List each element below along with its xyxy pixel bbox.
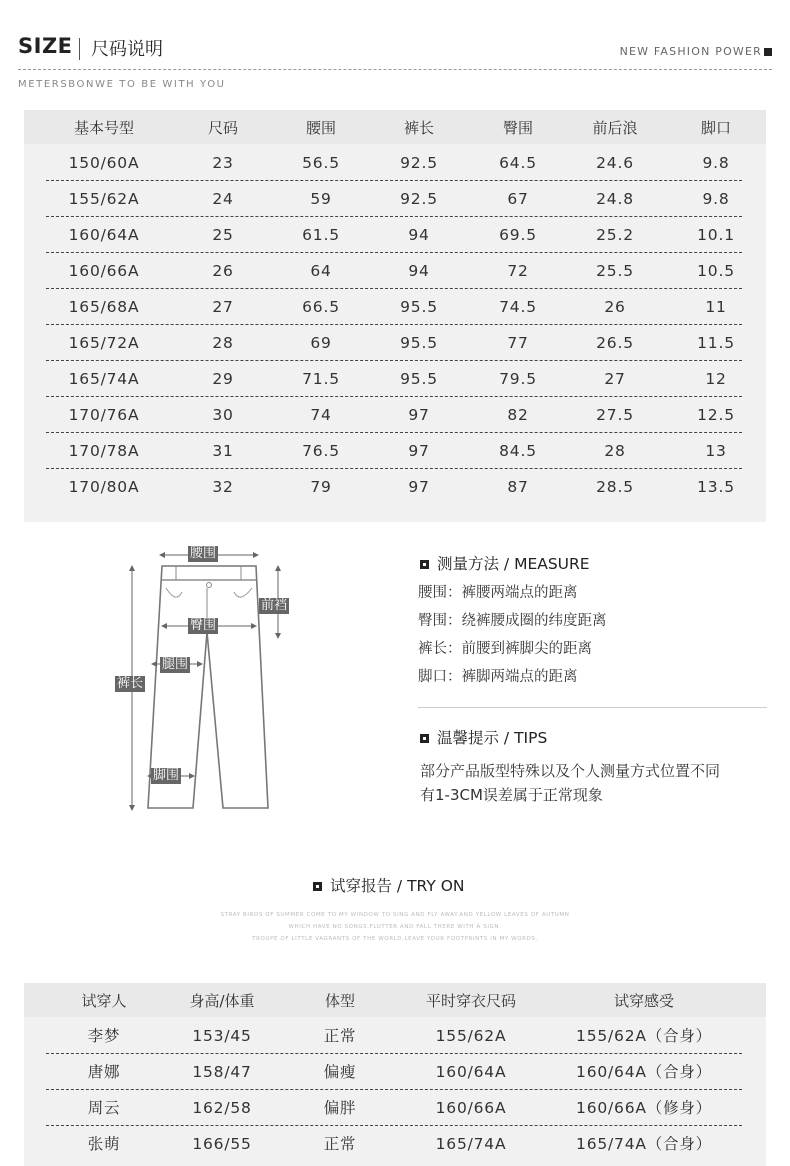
tryon-title-row: [313, 874, 465, 896]
section-divider: [418, 707, 767, 708]
table-cell: 74.5: [499, 298, 537, 316]
table-cell: 30: [212, 406, 234, 424]
table-cell: 170/78A: [68, 442, 140, 460]
table-cell: 170/76A: [68, 406, 140, 424]
size-table: [24, 110, 766, 522]
table-cell: 87: [507, 478, 529, 496]
table-cell: 周云: [87, 1099, 121, 1117]
column-header: 体型: [324, 992, 355, 1010]
table-cell: 29: [212, 370, 234, 388]
table-cell: 26.5: [596, 334, 634, 352]
tips-title: 温馨提示 / TIPS: [437, 729, 548, 747]
table-cell: 160/64A: [435, 1063, 507, 1081]
table-cell: 155/62A（合身）: [576, 1027, 712, 1045]
square-icon: [764, 48, 772, 56]
table-cell: 9.8: [702, 190, 730, 208]
tips-line: 有1-3CM误差属于正常现象: [420, 786, 603, 804]
table-cell: 79: [310, 478, 332, 496]
column-header: 平时穿衣尺码: [425, 992, 516, 1010]
table-cell: 94: [408, 262, 430, 280]
square-icon: [313, 882, 322, 891]
table-cell: 32: [212, 478, 234, 496]
tips-section: [420, 726, 547, 748]
table-cell: 9.8: [702, 154, 730, 172]
page-subtitle: 尺码说明: [91, 39, 163, 60]
table-cell: 24.6: [596, 154, 634, 172]
column-header: 试穿感受: [613, 992, 674, 1010]
table-header-row: [24, 110, 766, 146]
table-cell: 160/66A: [435, 1099, 507, 1117]
tryon-table: [24, 983, 766, 1166]
header-divider: [18, 69, 772, 70]
measure-lines: [418, 584, 607, 696]
table-cell: 11: [705, 298, 727, 316]
table-cell: 158/47: [192, 1063, 252, 1081]
table-cell: 26: [212, 262, 234, 280]
table-cell: 165/74A: [68, 370, 140, 388]
table-cell: 155/62A: [435, 1027, 507, 1045]
table-cell: 84.5: [499, 442, 537, 460]
table-cell: 12.5: [697, 406, 735, 424]
table-cell: 25.2: [596, 226, 634, 244]
tips-text: [420, 759, 720, 807]
table-cell: 165/74A: [435, 1135, 507, 1153]
column-header: 臀围: [502, 119, 533, 137]
column-header: 基本号型: [73, 119, 134, 137]
hem-label: 脚围: [153, 768, 180, 783]
measure-line: 腰围：裤腰两端点的距离: [418, 585, 578, 601]
tryon-row: [24, 1054, 766, 1090]
table-cell: 165/74A（合身）: [576, 1135, 712, 1153]
table-cell: 28.5: [596, 478, 634, 496]
table-cell: 94: [408, 226, 430, 244]
table-row: [24, 361, 766, 397]
column-header: 身高/体重: [189, 992, 255, 1010]
table-cell: 23: [212, 154, 234, 172]
tagline: [620, 45, 772, 58]
page-title: SIZE: [18, 34, 73, 58]
table-cell: 77: [507, 334, 529, 352]
table-cell: 59: [310, 190, 332, 208]
table-cell: 10.5: [697, 262, 735, 280]
table-cell: 76.5: [302, 442, 340, 460]
table-cell: 82: [507, 406, 529, 424]
hip-label: 臀围: [190, 618, 217, 633]
fine-print-line: TROUPE OF LITTLE VAGRANTS OF THE WORLD,LEAVE YOUR FOOTPRINTS IN MY WORDS.: [252, 936, 538, 942]
table-cell: 97: [408, 478, 430, 496]
table-cell: 28: [604, 442, 626, 460]
measure-line: 臀围：绕裤腰成圈的纬度距离: [418, 613, 607, 629]
table-cell: 74: [310, 406, 332, 424]
fine-print-line: STRAY BIRDS OF SUMMER COME TO MY WINDOW TO SING AND FLY AWAY.AND YELLOW LEAVES OF AUTUMN: [220, 912, 570, 918]
table-cell: 79.5: [499, 370, 537, 388]
measure-line: 裤长：前腰到裤脚尖的距离: [418, 641, 592, 657]
table-row: [24, 289, 766, 325]
table-cell: 66.5: [302, 298, 340, 316]
table-cell: 67: [507, 190, 529, 208]
table-cell: 64: [310, 262, 332, 280]
table-cell: 张萌: [87, 1135, 121, 1153]
table-cell: 72: [507, 262, 529, 280]
tips-line: 部分产品版型特殊以及个人测量方式位置不同: [420, 762, 721, 780]
table-row: [24, 253, 766, 289]
table-row: [24, 397, 766, 433]
table-cell: 155/62A: [68, 190, 140, 208]
table-cell: 26: [604, 298, 626, 316]
table-cell: 160/66A: [68, 262, 140, 280]
tryon-section: [313, 874, 465, 896]
table-cell: 92.5: [400, 190, 438, 208]
table-cell: 92.5: [400, 154, 438, 172]
table-cell: 12: [705, 370, 727, 388]
table-cell: 97: [408, 442, 430, 460]
table-cell: 166/55: [192, 1135, 252, 1153]
tryon-title: 试穿报告 / TRY ON: [330, 877, 465, 895]
column-header: 前后浪: [592, 119, 638, 137]
column-header: 试穿人: [81, 992, 127, 1010]
table-cell: 24.8: [596, 190, 634, 208]
table-row: [24, 433, 766, 469]
fine-print-line: WHICH HAVE NO SONGS,FLUTTER AND FALL THERE WITH A SIGN.: [288, 924, 502, 930]
table-cell: 95.5: [400, 334, 438, 352]
table-cell: 10.1: [697, 226, 735, 244]
table-row: [24, 145, 766, 181]
tryon-row: [24, 1018, 766, 1054]
table-cell: 11.5: [697, 334, 735, 352]
thigh-label: 腿围: [162, 657, 189, 672]
table-cell: 正常: [323, 1135, 357, 1153]
table-row: [24, 469, 766, 505]
tagline-text: NEW FASHION POWER: [619, 45, 762, 58]
table-cell: 24: [212, 190, 234, 208]
column-header: 腰围: [305, 119, 336, 137]
table-cell: 95.5: [400, 370, 438, 388]
brand-line: METERSBONWE TO BE WITH YOU: [18, 79, 226, 90]
table-cell: 25.5: [596, 262, 634, 280]
column-header: 尺码: [207, 119, 238, 137]
tips-title-row: [420, 726, 547, 748]
table-cell: 31: [212, 442, 234, 460]
table-cell: 97: [408, 406, 430, 424]
column-header: 脚口: [700, 119, 731, 137]
measure-section: [420, 552, 590, 574]
table-cell: 69.5: [499, 226, 537, 244]
table-row: [24, 181, 766, 217]
table-cell: 69: [310, 334, 332, 352]
square-icon: [420, 560, 429, 569]
table-cell: 28: [212, 334, 234, 352]
table-cell: 153/45: [192, 1027, 252, 1045]
column-header: 裤长: [403, 119, 434, 137]
table-cell: 160/66A（修身）: [576, 1099, 712, 1117]
table-cell: 李梦: [87, 1027, 121, 1045]
table-cell: 25: [212, 226, 234, 244]
table-cell: 13.5: [697, 478, 735, 496]
table-cell: 正常: [323, 1027, 357, 1045]
table-cell: 27: [212, 298, 234, 316]
table-cell: 165/72A: [68, 334, 140, 352]
square-icon: [420, 734, 429, 743]
table-cell: 160/64A: [68, 226, 140, 244]
length-label: 裤长: [117, 676, 144, 691]
table-cell: 160/64A（合身）: [576, 1063, 712, 1081]
measure-title-row: [420, 552, 590, 574]
measure-title: 测量方法 / MEASURE: [437, 555, 590, 573]
table-cell: 偏胖: [323, 1099, 357, 1117]
table-cell: 27.5: [596, 406, 634, 424]
table-row: [24, 217, 766, 253]
table-cell: 150/60A: [68, 154, 140, 172]
tryon-header-row: [24, 983, 766, 1019]
table-cell: 13: [705, 442, 727, 460]
table-cell: 95.5: [400, 298, 438, 316]
tryon-row: [24, 1090, 766, 1126]
table-cell: 64.5: [499, 154, 537, 172]
table-cell: 61.5: [302, 226, 340, 244]
table-cell: 170/80A: [68, 478, 140, 496]
title-divider: [79, 38, 80, 60]
waist-label: 腰围: [190, 546, 217, 561]
table-cell: 56.5: [302, 154, 340, 172]
table-cell: 71.5: [302, 370, 340, 388]
tryon-row: [24, 1126, 766, 1162]
table-cell: 162/58: [192, 1099, 252, 1117]
measure-line: 脚口：裤脚两端点的距离: [418, 669, 578, 685]
table-cell: 165/68A: [68, 298, 140, 316]
table-cell: 偏瘦: [323, 1063, 357, 1081]
front-rise-label: 前裆: [261, 598, 288, 613]
table-row: [24, 325, 766, 361]
table-cell: 唐娜: [87, 1063, 121, 1081]
table-cell: 27: [604, 370, 626, 388]
